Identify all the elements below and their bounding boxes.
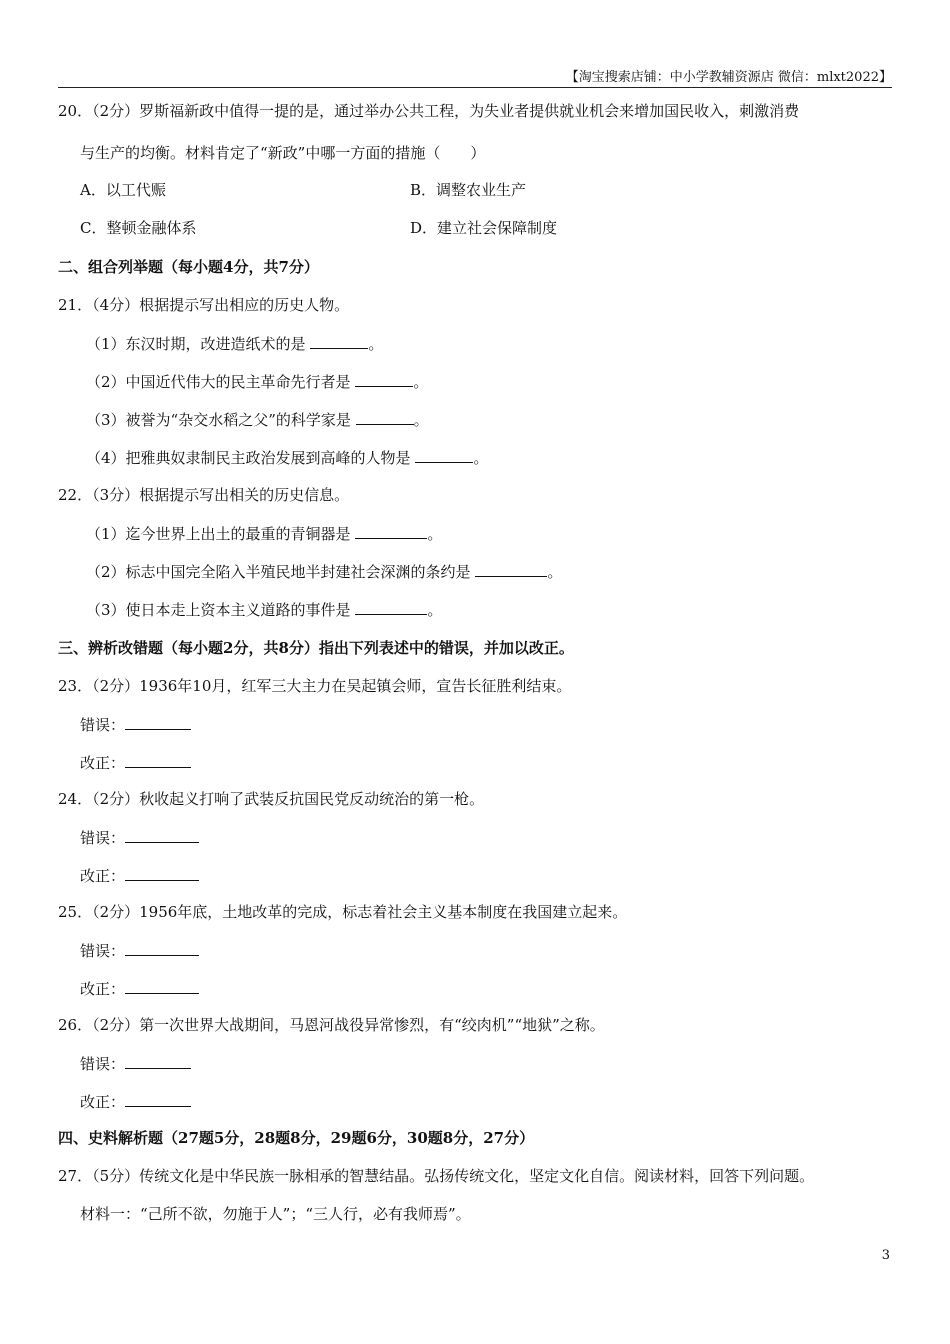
answer-blank[interactable] xyxy=(355,599,427,615)
answer-blank[interactable] xyxy=(356,409,414,425)
q21-stem: 21．（4分）根据提示写出相应的历史人物。 xyxy=(58,296,350,314)
section2-title: 二、组合列举题（每小题4分，共7分） xyxy=(58,258,319,276)
q20-option-a: A．以工代赈 xyxy=(80,181,166,199)
q22-item-3-text: （3）使日本走上资本主义道路的事件是 xyxy=(86,601,351,619)
fix-label: 改正： xyxy=(80,980,126,998)
period: 。 xyxy=(547,563,563,581)
q23-error xyxy=(80,714,191,735)
q20-option-b: B．调整农业生产 xyxy=(410,181,527,199)
error-label: 错误： xyxy=(80,942,126,960)
answer-blank[interactable] xyxy=(125,752,191,768)
answer-blank[interactable] xyxy=(415,447,473,463)
q27-stem: 27．（5分）传统文化是中华民族一脉相承的智慧结晶。弘扬传统文化，坚定文化自信。阅读材料，回答下列问题。 xyxy=(58,1167,815,1185)
fix-label: 改正： xyxy=(80,754,126,772)
q25-stem: 25．（2分）1956年底，土地改革的完成，标志着社会主义基本制度在我国建立起来。 xyxy=(58,903,628,921)
q24-stem: 24．（2分）秋收起义打响了武装反抗国民党反动统治的第一枪。 xyxy=(58,790,485,808)
answer-blank[interactable] xyxy=(125,827,199,843)
q23-fix xyxy=(80,752,191,773)
q21-item-4 xyxy=(86,447,488,468)
q23-stem: 23．（2分）1936年10月，红军三大主力在吴起镇会师，宣告长征胜利结束。 xyxy=(58,677,572,695)
section4-title: 四、史料解析题（27题5分，28题8分，29题6分，30题8分，27分） xyxy=(58,1129,535,1147)
q26-error xyxy=(80,1053,191,1074)
error-label: 错误： xyxy=(80,829,126,847)
q24-error xyxy=(80,827,199,848)
error-label: 错误： xyxy=(80,716,126,734)
answer-blank[interactable] xyxy=(125,714,191,730)
q22-stem: 22．（3分）根据提示写出相关的历史信息。 xyxy=(58,486,350,504)
fix-label: 改正： xyxy=(80,867,126,885)
q20-option-c: C．整顿金融体系 xyxy=(80,219,197,237)
q22-item-2-text: （2）标志中国完全陷入半殖民地半封建社会深渊的条约是 xyxy=(86,563,471,581)
q21-item-2 xyxy=(86,371,428,392)
page-header: 【淘宝搜索店铺：中小学教辅资源店 微信：mlxt2022】 xyxy=(565,70,892,85)
q25-error xyxy=(80,940,199,961)
error-label: 错误： xyxy=(80,1055,126,1073)
answer-blank[interactable] xyxy=(310,333,368,349)
answer-blank[interactable] xyxy=(355,371,413,387)
q21-item-1-text: （1）东汉时期，改进造纸术的是 xyxy=(86,335,306,353)
answer-blank[interactable] xyxy=(125,978,199,994)
q21-item-3-text: （3）被誉为“杂交水稻之父”的科学家是 xyxy=(86,411,351,429)
q27-material-1: 材料一：“己所不欲，勿施于人”；“三人行，必有我师焉”。 xyxy=(80,1205,471,1223)
answer-blank[interactable] xyxy=(355,523,427,539)
answer-blank[interactable] xyxy=(125,940,199,956)
q21-item-2-text: （2）中国近代伟大的民主革命先行者是 xyxy=(86,373,351,391)
period: 。 xyxy=(473,449,489,467)
header-rule xyxy=(58,87,892,88)
q24-fix xyxy=(80,865,199,886)
section3-title: 三、辨析改错题（每小题2分，共8分）指出下列表述中的错误，并加以改正。 xyxy=(58,639,574,657)
q21-item-4-text: （4）把雅典奴隶制民主政治发展到高峰的人物是 xyxy=(86,449,411,467)
answer-blank[interactable] xyxy=(475,561,547,577)
q22-item-1-text: （1）迄今世界上出土的最重的青铜器是 xyxy=(86,525,351,543)
period: 。 xyxy=(427,525,443,543)
period: 。 xyxy=(413,373,429,391)
q20-line1: 20．（2分）罗斯福新政中值得一提的是，通过举办公共工程，为失业者提供就业机会来增加国民收入，刺激消费 xyxy=(58,102,800,120)
q22-item-1 xyxy=(86,523,442,544)
page-number: 3 xyxy=(881,1248,890,1263)
answer-blank[interactable] xyxy=(125,1091,191,1107)
q22-item-2 xyxy=(86,561,562,582)
period: 。 xyxy=(368,335,384,353)
q26-stem: 26．（2分）第一次世界大战期间，马恩河战役异常惨烈，有“绞肉机”“地狱”之称。 xyxy=(58,1016,605,1034)
fix-label: 改正： xyxy=(80,1093,126,1111)
q26-fix xyxy=(80,1091,191,1112)
period: 。 xyxy=(413,411,429,429)
q21-item-3 xyxy=(86,409,429,430)
q20-line2: 与生产的均衡。材料肯定了“新政”中哪一方面的措施（ ） xyxy=(80,144,486,162)
q21-item-1 xyxy=(86,333,383,354)
period: 。 xyxy=(427,601,443,619)
q20-option-d: D．建立社会保障制度 xyxy=(410,219,558,237)
answer-blank[interactable] xyxy=(125,865,199,881)
q25-fix xyxy=(80,978,199,999)
answer-blank[interactable] xyxy=(125,1053,191,1069)
q22-item-3 xyxy=(86,599,442,620)
